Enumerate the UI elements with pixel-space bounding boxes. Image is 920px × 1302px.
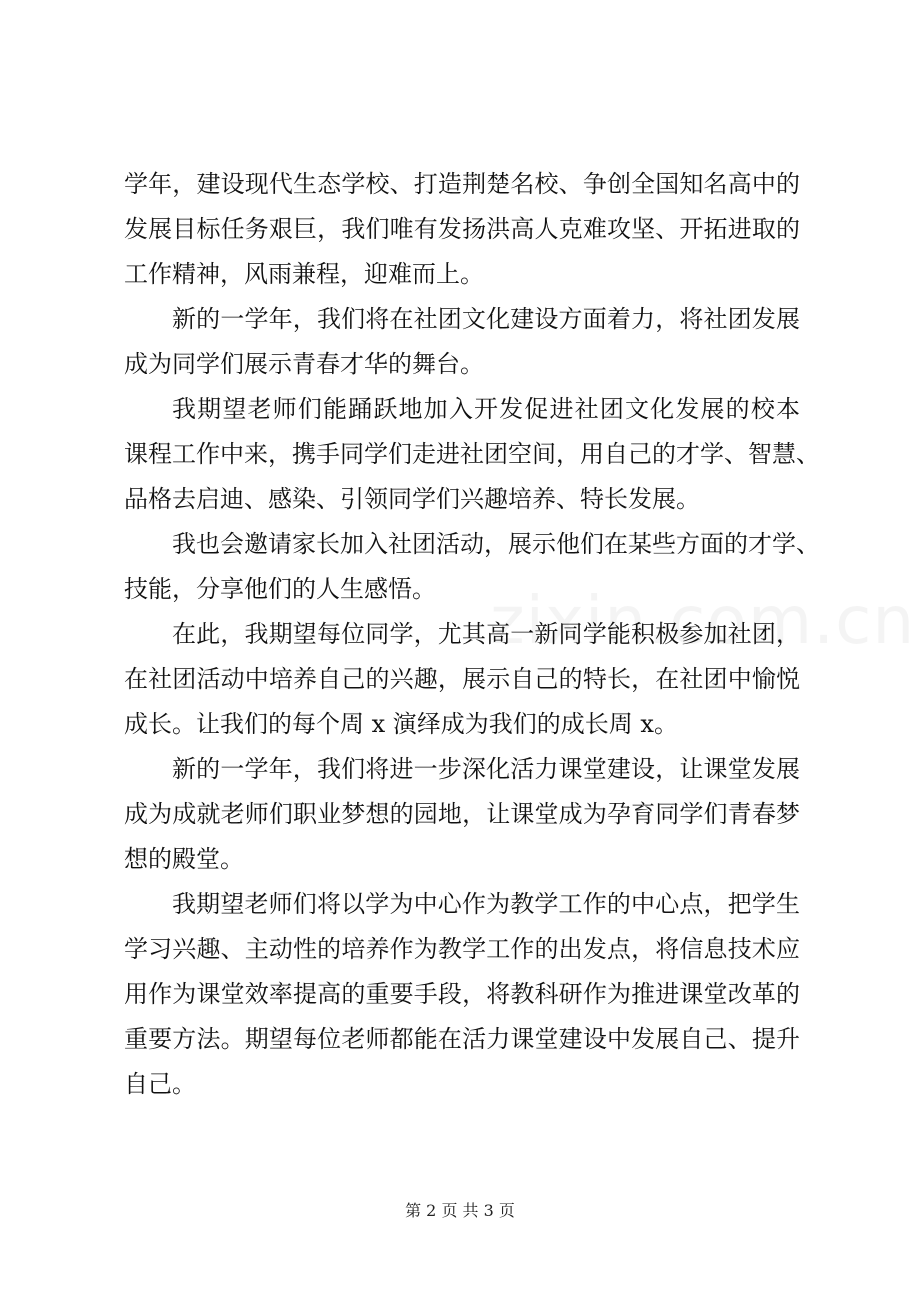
paragraph-line: 技能，分享他们的人生感悟。 (124, 575, 436, 603)
paragraph-line: 自己。 (124, 1070, 196, 1098)
paragraph-line: 成长。让我们的每个周 x 演绎成为我们的成长周 x。 (124, 710, 678, 738)
paragraph-line: 成为成就老师们职业梦想的园地，让课堂成为孕育同学们青春梦 (124, 800, 800, 828)
paragraph-line: 课程工作中来，携手同学们走进社团空间，用自己的才学、智慧、 (124, 440, 820, 468)
paragraph-line: 在此，我期望每位同学，尤其高一新同学能积极参加社团， (172, 620, 800, 648)
paragraph-line: 新的一学年，我们将在社团文化建设方面着力，将社团发展 (172, 305, 800, 333)
paragraph-line: 我也会邀请家长加入社团活动，展示他们在某些方面的才学、 (172, 530, 820, 558)
paragraph-line: 学年，建设现代生态学校、打造荆楚名校、争创全国知名高中的 (124, 170, 800, 198)
paragraph-line: 品格去启迪、感染、引领同学们兴趣培养、特长发展。 (124, 485, 700, 513)
paragraph-line: 用作为课堂效率提高的重要手段，将教科研作为推进课堂改革的 (124, 980, 800, 1008)
paragraph-line: 我期望老师们能踊跃地加入开发促进社团文化发展的校本 (172, 395, 800, 423)
paragraph-line: 新的一学年，我们将进一步深化活力课堂建设，让课堂发展 (172, 755, 800, 783)
paragraph-line: 想的殿堂。 (124, 845, 244, 873)
paragraph-line: 我期望老师们将以学为中心作为教学工作的中心点，把学生 (172, 890, 800, 918)
paragraph-line: 工作精神，风雨兼程，迎难而上。 (124, 260, 484, 288)
paragraph-line: 在社团活动中培养自己的兴趣，展示自己的特长，在社团中愉悦 (124, 665, 800, 693)
paragraph-line: 学习兴趣、主动性的培养作为教学工作的出发点，将信息技术应 (124, 935, 800, 963)
page-footer: 第 2 页 共 3 页 (405, 1201, 515, 1220)
paragraph-line: 成为同学们展示青春才华的舞台。 (124, 350, 484, 378)
paragraph-line: 发展目标任务艰巨，我们唯有发扬洪高人克难攻坚、开拓进取的 (124, 215, 800, 243)
paragraph-line: 重要方法。期望每位老师都能在活力课堂建设中发展自己、提升 (124, 1025, 800, 1053)
